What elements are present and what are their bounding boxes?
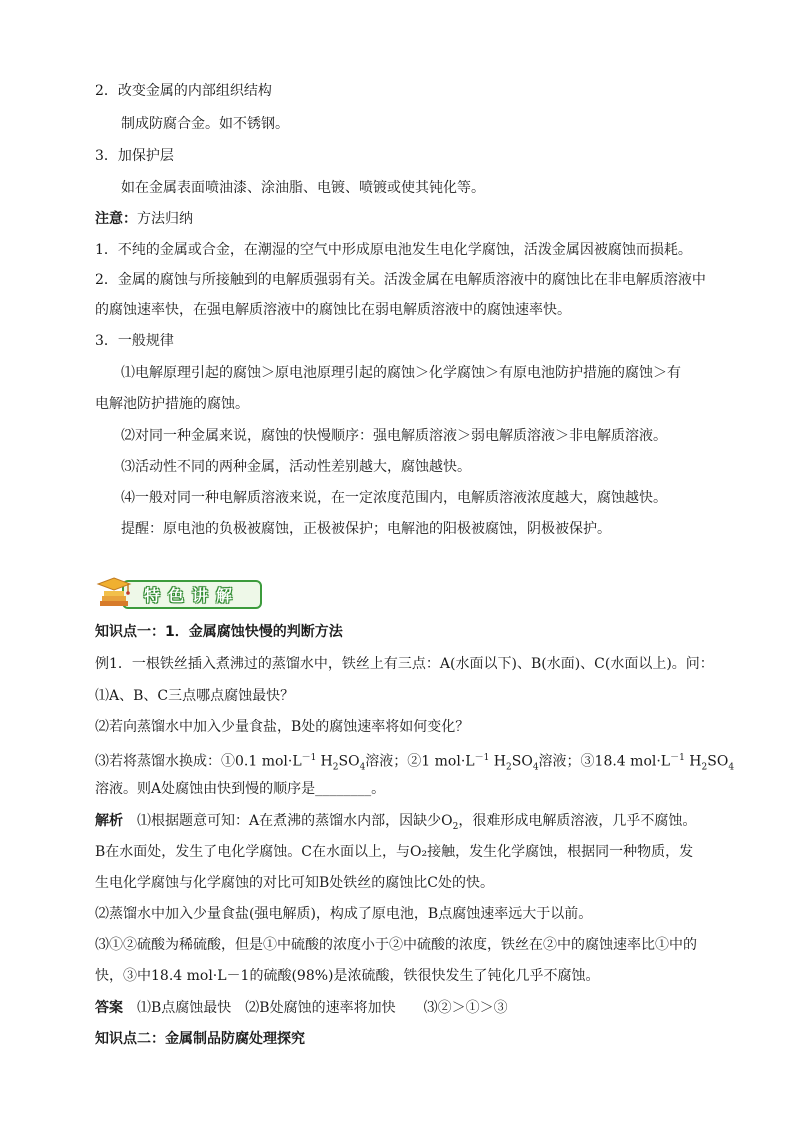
note-title: 方法归纳 bbox=[137, 211, 193, 227]
analysis-1: 解析 ⑴根据题意可知：A在煮沸的蒸馏水内部，因缺少$O_2$，很难形成电解质溶液，几乎不腐蚀。 bbox=[95, 813, 697, 832]
line-10: ⑴电解原理引起的腐蚀＞原电池原理引起的腐蚀＞化学腐蚀＞有原电池防护措施的腐蚀＞有 bbox=[121, 365, 681, 381]
feature-banner bbox=[96, 576, 264, 610]
line-3: 3．加保护层 bbox=[95, 148, 174, 164]
line-12: ⑵对同一种金属来说，腐蚀的快慢顺序：强电解质溶液＞弱电解质溶液＞非电解质溶液。 bbox=[121, 428, 667, 444]
question-1: ⑴A、B、C三点哪点腐蚀最快？ bbox=[95, 688, 295, 704]
answer: 答案 ⑴B点腐蚀最快 ⑵B处腐蚀的速率将加快 ⑶②＞①＞③ bbox=[95, 1000, 508, 1016]
line-8: 的腐蚀速率快，在强电解质溶液中的腐蚀比在弱电解质溶液中的腐蚀速率快。 bbox=[95, 302, 571, 318]
line-15: 提醒：原电池的负极被腐蚀，正极被保护；电解池的阳极被腐蚀，阴极被保护。 bbox=[121, 521, 611, 537]
analysis-4: ⑵蒸馏水中加入少量食盐(强电解质)，构成了原电池，B点腐蚀速率远大于以前。 bbox=[95, 906, 593, 922]
line-13: ⑶活动性不同的两种金属，活动性差别越大，腐蚀越快。 bbox=[121, 459, 471, 475]
example-1: 例1．一根铁丝插入煮沸过的蒸馏水中，铁丝上有三点：A(水面以下)、B(水面)、C(水面以上)。问： bbox=[95, 656, 714, 672]
line-14: ⑷一般对同一种电解质溶液来说，在一定浓度范围内，电解质溶液浓度越大，腐蚀越快。 bbox=[121, 490, 667, 506]
answer-label: 答案 bbox=[95, 1000, 123, 1016]
line-1: 2．改变金属的内部组织结构 bbox=[95, 83, 272, 99]
line-11: 电解池防护措施的腐蚀。 bbox=[95, 396, 249, 412]
line-4: 如在金属表面喷油漆、涂油脂、电镀、喷镀或使其钝化等。 bbox=[121, 180, 485, 196]
line-7: 2．金属的腐蚀与所接触到的电解质强弱有关。活泼金属在电解质溶液中的腐蚀比在非电解质溶液中 bbox=[95, 272, 706, 288]
analysis-label: 解析 bbox=[95, 813, 123, 829]
analysis-6: 快，③中18.4 mol·L－1的硫酸(98%)是浓硫酸，铁很快发生了钝化几乎不腐蚀。 bbox=[95, 968, 600, 984]
question-3-cont: 溶液。则A处腐蚀由快到慢的顺序是________。 bbox=[95, 781, 386, 797]
analysis-5: ⑶①②硫酸为稀硫酸，但是①中硫酸的浓度小于②中硫酸的浓度，铁丝在②中的腐蚀速率比①中的 bbox=[95, 937, 697, 953]
question-3: ⑶若将蒸馏水换成：①0.1 $mol\cdot L^{-1}$ $H_2SO_4$溶液；②1 $mol\cdot L^{-1}$ $H_2SO_4$溶液；③18.4 $mol\cdot L^{-1}$ $H_2SO_4$ bbox=[95, 753, 735, 773]
banner-title: 特色讲解 bbox=[143, 586, 240, 605]
line-6: 1．不纯的金属或合金，在潮湿的空气中形成原电池发生电化学腐蚀，活泼金属因被腐蚀而损耗。 bbox=[95, 242, 692, 258]
knowledge-point-2: 知识点二：金属制品防腐处理探究 bbox=[95, 1031, 305, 1047]
question-2: ⑵若向蒸馏水中加入少量食盐，B处的腐蚀速率将如何变化？ bbox=[95, 719, 470, 735]
note-heading bbox=[95, 209, 193, 229]
line-2: 制成防腐合金。如不锈钢。 bbox=[121, 116, 289, 132]
graduation-cap-icon bbox=[96, 576, 136, 610]
knowledge-point-1: 知识点一：1．金属腐蚀快慢的判断方法 bbox=[95, 624, 343, 640]
analysis-2: B在水面处，发生了电化学腐蚀。C在水面以上，与O₂接触，发生化学腐蚀，根据同一种物质，发 bbox=[95, 844, 694, 860]
line-9: 3．一般规律 bbox=[95, 333, 174, 349]
banner-box bbox=[122, 580, 262, 609]
note-label: 注意： bbox=[95, 211, 137, 227]
analysis-3: 生电化学腐蚀与化学腐蚀的对比可知B处铁丝的腐蚀比C处的快。 bbox=[95, 875, 494, 891]
